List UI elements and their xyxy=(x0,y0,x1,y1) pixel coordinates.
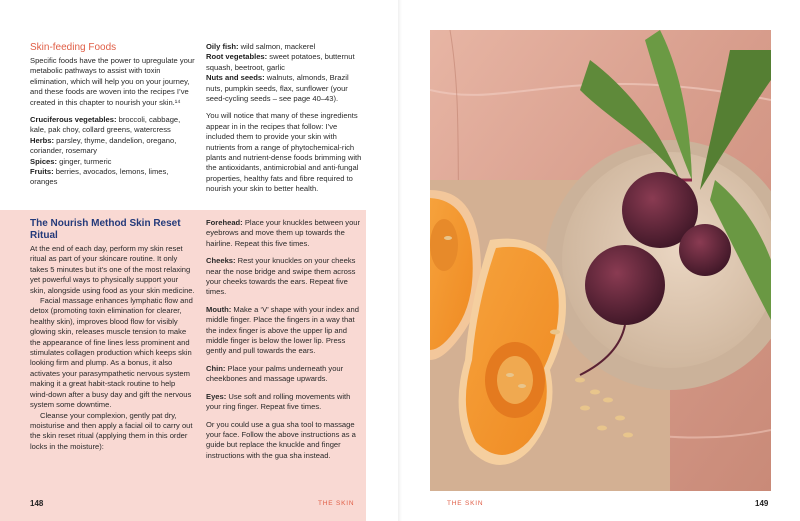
list-item xyxy=(206,52,366,73)
list-item xyxy=(206,42,366,52)
running-head-left: THE SKIN xyxy=(318,500,355,507)
food-list xyxy=(30,115,195,188)
list-item xyxy=(30,115,195,136)
page-number-right: 149 xyxy=(755,499,769,508)
list-item xyxy=(206,73,366,104)
step-text: Place your knuckles between your eyebrows and move them up towards the hairline. Repeat this five times. xyxy=(206,218,361,248)
steps-column xyxy=(206,218,366,468)
list-item-label: Root vegetables: xyxy=(206,52,268,62)
page-number-left: 148 xyxy=(30,499,44,508)
step-text: Rest your knuckles on your cheeks near the nose bridge and swipe them across your cheeks towards the ears. Repeat five times. xyxy=(206,256,356,297)
book-gutter xyxy=(398,0,402,521)
list-item-label: Herbs: xyxy=(30,135,55,145)
running-head-right: THE SKIN xyxy=(447,500,484,507)
ritual-heading: The Nourish Method Skin Reset Ritual xyxy=(30,218,181,241)
ritual-column xyxy=(30,218,195,452)
list-item-text: berries, avocados, lemons, limes, oranges xyxy=(30,167,169,187)
list-item-label: Cruciferous vegetables: xyxy=(30,115,117,125)
step-text: Make a ‘V’ shape with your index and middle finger. Place the fingers in a way that the index finger is above the upper lip and middle finger is below the lower lip. Press gently and pull towards the ears. xyxy=(206,304,359,356)
step-label: Chin: xyxy=(206,363,226,373)
step-item xyxy=(206,364,366,385)
list-item-label: Fruits: xyxy=(30,167,54,177)
foods-column-2 xyxy=(206,42,366,202)
step-label: Eyes: xyxy=(206,391,227,401)
step-text: Place your palms underneath your cheekbones and massage upwards. xyxy=(206,363,344,384)
step-text: Use soft and rolling movements with your ring finger. Repeat five times. xyxy=(206,391,351,412)
step-item xyxy=(206,392,366,413)
list-item-label: Nuts and seeds: xyxy=(206,73,265,83)
step-label: Cheeks: xyxy=(206,256,236,266)
list-item xyxy=(30,136,195,157)
butternut-squash-and-beetroot-photo xyxy=(430,30,771,491)
food-list-2 xyxy=(206,42,366,104)
step-item xyxy=(206,218,366,249)
list-item-text: parsley, thyme, dandelion, oregano, coriander, rosemary xyxy=(30,135,177,156)
step-item xyxy=(206,256,366,298)
ritual-paragraph: Facial massage enhances lymphatic flow and detox (promoting toxin elimination for clearer, healthy skin), improves blood flow for visibly glowing skin, releases muscle tension to make the appearance of fine lines less prominent and stimulates collagen production which keeps skin looking firm and plump. As a bonus, it also activates your parasympathetic nervous system making it a great habit-stack routine to help wind-down after a busy day and gift the nervous system some downtime. xyxy=(30,296,193,410)
list-item-label: Spices: xyxy=(30,156,58,166)
list-item-text: broccoli, cabbage, kale, pak choy, collard greens, watercress xyxy=(30,115,181,135)
list-item xyxy=(30,157,195,167)
step-label: Forehead: xyxy=(206,218,243,227)
foods-column xyxy=(30,42,195,188)
gua-sha-paragraph: Or you could use a gua sha tool to massage your face. Follow the above instructions as a guide but replace the knuckle and finger instructions with the gua sha instead. xyxy=(206,419,356,460)
list-item-text: ginger, turmeric xyxy=(57,156,112,166)
section-heading: Skin-feeding Foods xyxy=(30,42,117,53)
list-item-text: wild salmon, mackerel xyxy=(238,42,316,51)
ritual-paragraph: Cleanse your complexion, gently pat dry, moisturise and then apply a facial oil to carry out the skin reset ritual (applying them in this order locks in the moisture): xyxy=(30,410,193,451)
list-item-text: walnuts, almonds, Brazil nuts, pumpkin seeds, flax, sunflower (your seed-cycling seeds – see page 40–43). xyxy=(206,73,349,104)
list-item-text: sweet potatoes, butternut squash, beetroot, garlic xyxy=(206,52,355,72)
list-item xyxy=(30,167,195,188)
intro-paragraph: Specific foods have the power to upregulate your metabolic pathways to assist with toxin elimination, which will help you on your journey, and these foods are woven into the recipes I’ve created in this chapter to nourish your skin.¹⁴ xyxy=(30,56,195,107)
step-item xyxy=(206,305,366,357)
ritual-paragraph: At the end of each day, perform my skin reset ritual as part of your skincare routine. It only takes 5 minutes but it’s one of the most relaxing yet powerful ways to physically support your skin, alongside using food as your skin medicine. xyxy=(30,244,195,295)
step-label: Mouth: xyxy=(206,304,232,314)
closing-paragraph: You will notice that many of these ingredients appear in in the recipes that follow: I’ve included them to provide your skin with nutrients from a range of phytochemical-rich plants and nutrient-dense foods brimming with the antioxidants, antimicrobial and anti-fungal properties, healthy fats and fibre required to nourish your skin to better health. xyxy=(206,111,362,194)
list-item-label: Oily fish: xyxy=(206,42,239,51)
